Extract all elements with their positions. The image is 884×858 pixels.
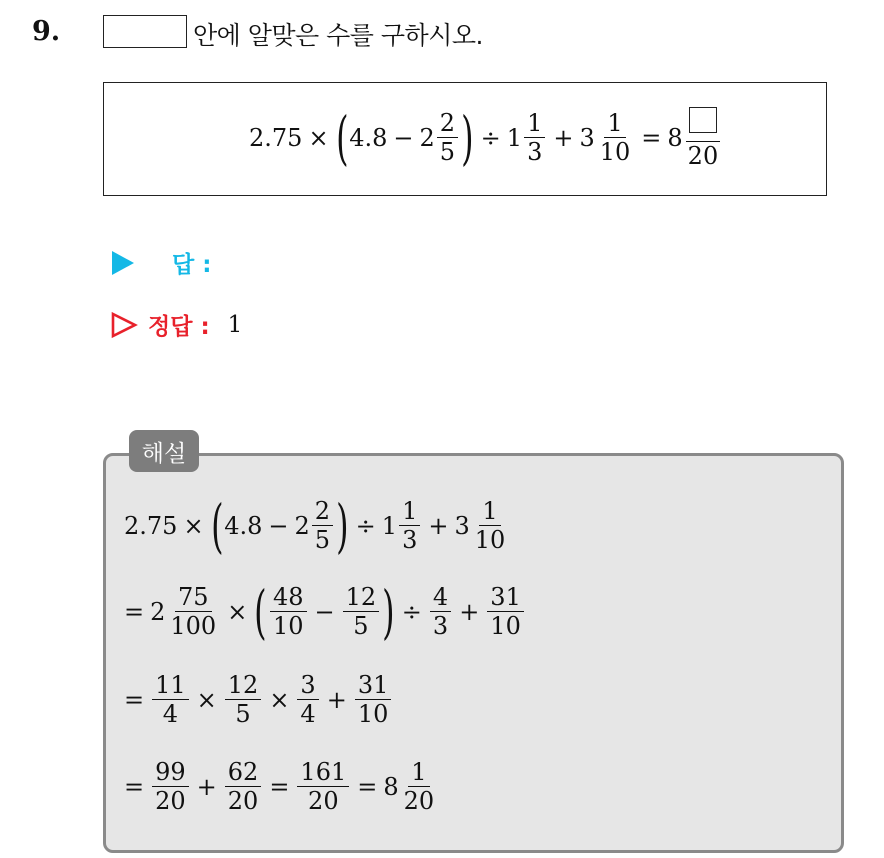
numerator: 1 bbox=[479, 499, 500, 526]
denominator: 20 bbox=[687, 142, 719, 170]
problem-expression bbox=[249, 95, 723, 181]
divide-sign: ÷ bbox=[355, 512, 376, 540]
denominator: 100 bbox=[170, 612, 217, 640]
fraction bbox=[597, 108, 634, 166]
blank-box bbox=[689, 107, 717, 133]
equals-sign: = bbox=[357, 773, 378, 801]
numerator: 1 bbox=[524, 111, 545, 138]
left-paren: ( bbox=[254, 578, 267, 646]
numerator: 31 bbox=[487, 585, 524, 612]
times-sign: × bbox=[196, 686, 217, 714]
question-number: 9. bbox=[32, 16, 61, 47]
minus-sign: − bbox=[393, 124, 414, 152]
right-paren: ) bbox=[461, 104, 474, 172]
denominator: 20 bbox=[403, 787, 435, 815]
mixed-whole: 1 bbox=[506, 124, 523, 152]
denominator: 5 bbox=[353, 612, 369, 640]
fraction bbox=[430, 582, 451, 640]
mixed-whole: 8 bbox=[667, 124, 683, 152]
equals-sign: = bbox=[124, 598, 145, 626]
denominator: 3 bbox=[432, 612, 449, 640]
outline-triangle-icon bbox=[110, 311, 138, 339]
answer-row bbox=[110, 246, 211, 279]
answer-blank-box bbox=[103, 15, 187, 48]
numerator: 1 bbox=[604, 111, 625, 138]
plus-sign: + bbox=[326, 686, 347, 714]
fraction bbox=[167, 582, 219, 640]
term: 4.8 bbox=[349, 124, 388, 152]
minus-sign: − bbox=[268, 512, 289, 540]
mixed-whole: 8 bbox=[383, 773, 399, 801]
fraction bbox=[437, 108, 458, 166]
denominator: 10 bbox=[474, 526, 506, 554]
fraction bbox=[472, 496, 509, 554]
plus-sign: + bbox=[459, 598, 480, 626]
fraction bbox=[225, 670, 262, 728]
solution-line-3 bbox=[124, 657, 393, 743]
times-sign: × bbox=[227, 598, 248, 626]
fraction bbox=[399, 496, 420, 554]
denominator: 20 bbox=[155, 787, 186, 815]
fraction bbox=[487, 582, 524, 640]
equals-sign: = bbox=[124, 773, 145, 801]
plus-sign: + bbox=[553, 124, 574, 152]
numerator: 2 bbox=[312, 499, 333, 526]
fraction bbox=[152, 670, 189, 728]
numerator: 99 bbox=[152, 760, 189, 787]
denominator: 10 bbox=[272, 612, 304, 640]
correct-answer-row bbox=[110, 308, 242, 341]
fraction bbox=[524, 108, 545, 166]
solution-tag: 해설 bbox=[129, 430, 199, 472]
numerator: 1 bbox=[399, 499, 420, 526]
right-paren: ) bbox=[336, 492, 349, 560]
numerator: 3 bbox=[297, 673, 318, 700]
fraction bbox=[152, 757, 189, 815]
fraction-with-blank bbox=[685, 107, 722, 169]
numerator-blank bbox=[686, 107, 720, 142]
fraction bbox=[297, 670, 318, 728]
fraction bbox=[312, 496, 333, 554]
solution-line-4 bbox=[124, 744, 439, 830]
mixed-whole: 3 bbox=[454, 512, 470, 540]
times-sign: × bbox=[269, 686, 290, 714]
numerator: 31 bbox=[355, 673, 392, 700]
mixed-whole: 3 bbox=[579, 124, 595, 152]
numerator: 1 bbox=[408, 760, 429, 787]
numerator: 12 bbox=[225, 673, 262, 700]
plus-sign: + bbox=[428, 512, 449, 540]
correct-value: 1 bbox=[227, 311, 243, 338]
fraction bbox=[355, 670, 392, 728]
term: 2.75 bbox=[124, 512, 178, 540]
mixed-whole: 2 bbox=[419, 124, 435, 152]
denominator: 5 bbox=[439, 138, 456, 166]
denominator: 10 bbox=[357, 700, 389, 728]
times-sign: × bbox=[183, 512, 204, 540]
fraction bbox=[297, 757, 349, 815]
mixed-whole: 1 bbox=[381, 512, 398, 540]
denominator: 4 bbox=[162, 700, 179, 728]
denominator: 5 bbox=[235, 700, 251, 728]
left-paren: ( bbox=[335, 104, 349, 172]
denominator: 3 bbox=[527, 138, 543, 166]
times-sign: × bbox=[308, 124, 329, 152]
numerator: 161 bbox=[297, 760, 349, 787]
denominator: 10 bbox=[599, 138, 631, 166]
numerator: 11 bbox=[152, 673, 189, 700]
numerator: 2 bbox=[437, 111, 458, 138]
fraction bbox=[225, 757, 262, 815]
mixed-whole: 2 bbox=[294, 512, 310, 540]
solution-line-2 bbox=[124, 569, 526, 655]
equals-sign: = bbox=[641, 124, 662, 152]
term: 2.75 bbox=[249, 124, 303, 152]
numerator: 62 bbox=[225, 760, 262, 787]
denominator: 4 bbox=[300, 700, 316, 728]
numerator: 48 bbox=[270, 585, 307, 612]
problem-box bbox=[103, 82, 827, 196]
numerator: 75 bbox=[175, 585, 212, 612]
plus-sign: + bbox=[196, 773, 217, 801]
fraction bbox=[343, 582, 380, 640]
denominator: 20 bbox=[308, 787, 339, 815]
term: 4.8 bbox=[224, 512, 263, 540]
minus-sign: − bbox=[314, 598, 335, 626]
question-prompt: 안에 알맞은 수를 구하시오. bbox=[193, 21, 483, 50]
filled-triangle-icon bbox=[110, 249, 136, 277]
correct-label: 정답 : bbox=[148, 314, 210, 340]
solution-line-1 bbox=[124, 483, 510, 569]
left-paren: ( bbox=[210, 492, 224, 560]
numerator: 4 bbox=[430, 585, 451, 612]
right-paren: ) bbox=[382, 578, 395, 646]
equals-sign: = bbox=[269, 773, 290, 801]
fraction bbox=[270, 582, 307, 640]
denominator: 3 bbox=[402, 526, 418, 554]
answer-label: 답 : bbox=[172, 252, 212, 278]
numerator: 12 bbox=[343, 585, 380, 612]
divide-sign: ÷ bbox=[480, 124, 501, 152]
mixed-whole: 2 bbox=[150, 598, 166, 626]
denominator: 20 bbox=[227, 787, 259, 815]
denominator: 10 bbox=[490, 612, 521, 640]
equals-sign: = bbox=[124, 686, 145, 714]
divide-sign: ÷ bbox=[401, 598, 422, 626]
fraction bbox=[401, 757, 438, 815]
denominator: 5 bbox=[314, 526, 331, 554]
